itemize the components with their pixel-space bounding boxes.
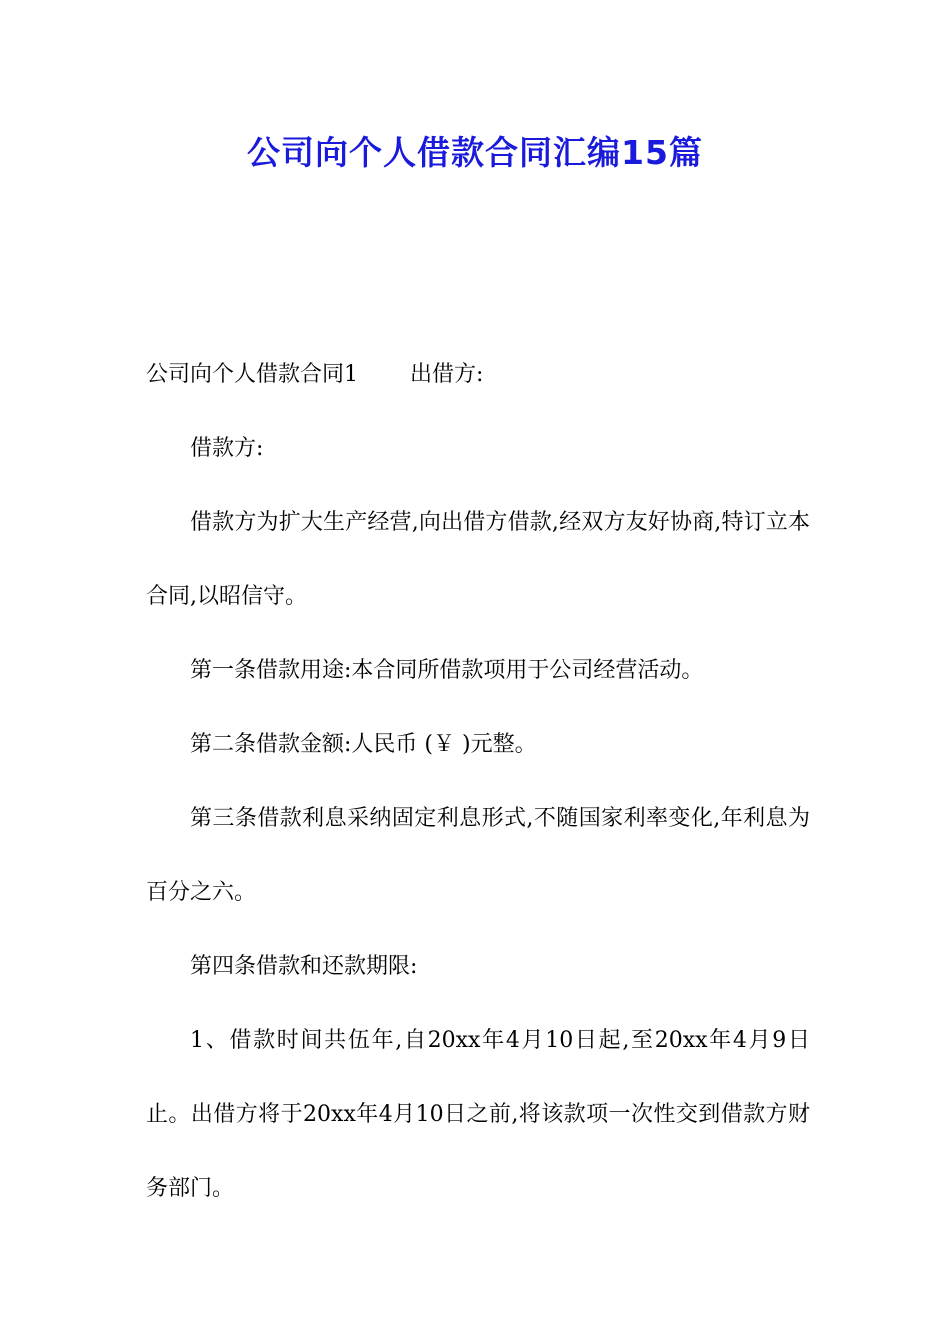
- document-body: [146, 338, 810, 1226]
- article-2-amount: 第二条借款金额:人民币 (￥ )元整。: [190, 732, 537, 757]
- contract-heading-line: [146, 338, 810, 412]
- term-item-1: 1、借款时间共伍年,自20xx年4月10日起,至20xx年4月9日止。出借方将于20xx年4月10日之前,将该款项一次性交到借款方财务部门。: [146, 1028, 810, 1201]
- article-3-interest: 第三条借款利息采纳固定利息形式,不随国家利率变化,年利息为百分之六。: [146, 806, 810, 905]
- lender-label: 出借方:: [410, 362, 484, 387]
- paragraph-purpose-intro: 借款方为扩大生产经营,向出借方借款,经双方友好协商,特订立本合同,以昭信守。: [146, 510, 810, 609]
- article-4-term: 第四条借款和还款期限:: [190, 954, 418, 979]
- article-1-use: 第一条借款用途:本合同所借款项用于公司经营活动。: [190, 658, 704, 683]
- document-title: 公司向个人借款合同汇编15篇: [247, 133, 703, 172]
- borrower-label: 借款方:: [190, 436, 264, 461]
- contract-heading: 公司向个人借款合同1: [146, 362, 358, 387]
